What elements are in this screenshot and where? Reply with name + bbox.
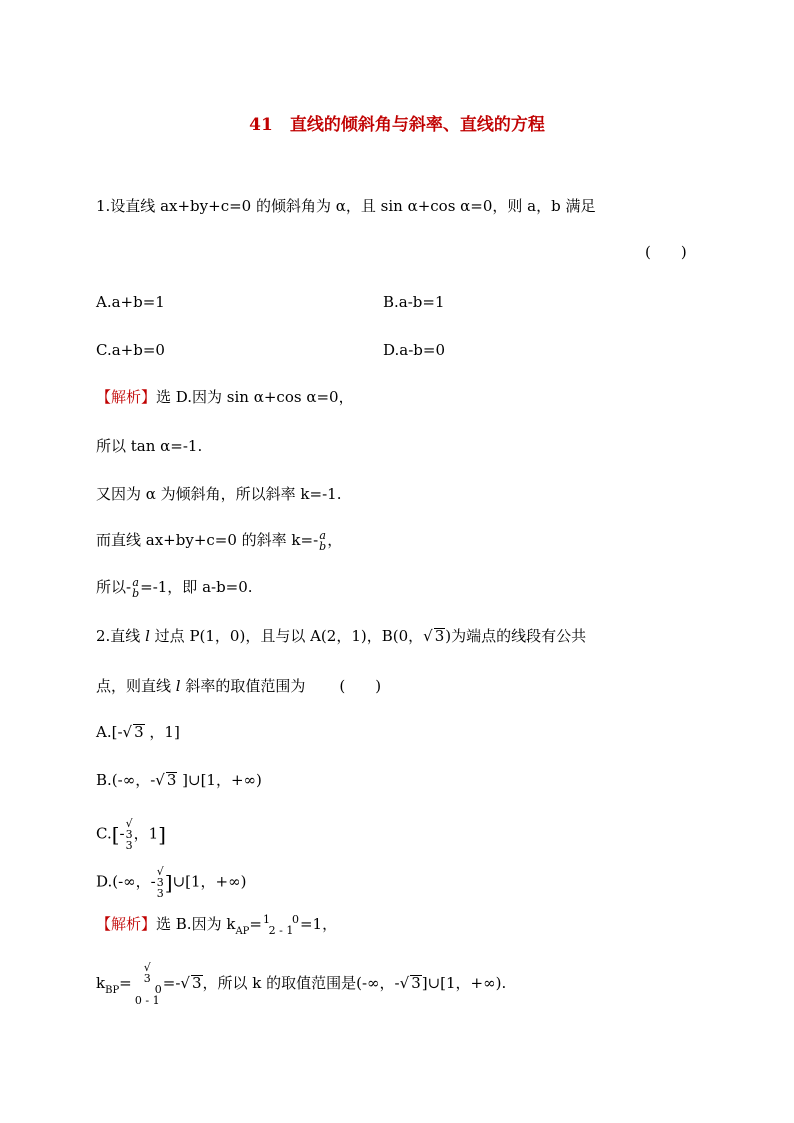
q1-solution-line-1 (96, 387, 354, 407)
q1-option-d: D.a-b=0 (383, 341, 445, 359)
q2-stem-line-1 (96, 626, 586, 646)
q1-sol4-tail: ， (327, 531, 343, 549)
sqrt-icon: √ (155, 771, 165, 789)
q2-stem-text: 2.直线 (96, 627, 146, 645)
fraction-a-over-b (319, 530, 326, 552)
sqrt-icon: √ (180, 974, 190, 992)
frac-num: 3 (156, 876, 164, 889)
fraction-kbp (133, 962, 162, 1006)
fraction-a-over-b (132, 577, 139, 599)
q1-option-c: C.a+b=0 (96, 341, 165, 359)
q2-stem-text: 点，则直线 (96, 677, 176, 695)
option-text: A.[- (96, 723, 123, 741)
q2-option-d (96, 866, 246, 899)
option-text: D. (96, 872, 113, 891)
sqrt-icon: √ (122, 723, 133, 741)
q2-sol1-text: =1， (299, 915, 338, 933)
q2-solution-tag: 【解析】 (96, 915, 157, 933)
sqrt-icon: √ (125, 817, 133, 830)
q1-stem: 1.设直线 ax+by+c=0 的倾斜角为 α，且 sin α+cos α=0，则 a，b 满足 (96, 197, 596, 215)
frac-num-tail: 0 (132, 983, 162, 996)
frac-num: 3 (143, 972, 151, 985)
q2-stem-text: 过点 P(1，0)，且与以 A(2，1)，B(0， (149, 627, 424, 645)
q1-sol1-text: 选 D.因为 sin α+cos α=0， (156, 388, 354, 406)
option-text: (-∞，- (112, 872, 156, 891)
right-bracket-icon: ] (164, 870, 173, 895)
frac-den: 0 - 1 (134, 994, 160, 1007)
option-text: C. (96, 824, 112, 843)
q1-solution-line-3: 又因为 α 为倾斜角，所以斜率 k=-1. (96, 485, 342, 503)
q2-line-l: l (145, 627, 150, 645)
q2-sol2-text: =- (162, 974, 181, 992)
q1-sol5-head: 所以- (96, 578, 132, 596)
q2-solution-line-2 (96, 962, 506, 1006)
q2-sol2-text: ，所以 k 的取值范围是(-∞，- (202, 974, 400, 992)
option-text: ∪[1，+∞) (172, 872, 247, 891)
q2-stem-text: 斜率的取值范围为 (180, 677, 306, 695)
q2-option-c: C.[- √ 3 3 ，1] (96, 817, 166, 852)
q1-answer-paren: ( ) (645, 243, 687, 261)
frac-num: a (132, 576, 139, 589)
left-bracket-icon: [ (111, 822, 120, 847)
right-bracket-icon: ] (158, 822, 166, 847)
option-text: ]∪[1，+∞) (177, 771, 262, 789)
q2-solution-line-1 (96, 914, 337, 937)
q2-sol2-k: k (96, 974, 106, 992)
frac-num: a (319, 529, 326, 542)
q2-stem-line-2 (96, 676, 381, 696)
q2-stem-text: )为端点的线段有公共 (445, 627, 587, 645)
subscript-bp: BP (105, 985, 120, 996)
page-title: 41 直线的倾斜角与斜率、直线的方程 (249, 115, 545, 135)
frac-num: 3 (125, 828, 133, 841)
q1-option-a: A.a+b=1 (96, 293, 165, 311)
sqrt-radicand: 3 (166, 771, 177, 789)
q2-line-l: l (175, 677, 181, 695)
frac-den: 3 (156, 887, 164, 900)
q1-solution-line-5 (96, 577, 253, 599)
sqrt-radicand: 3 (434, 627, 445, 645)
fraction-kap (263, 914, 299, 936)
q2-sol1-text: = (249, 915, 262, 933)
option-text: ，1 (133, 824, 159, 843)
fraction-sqrt3-over-3 (157, 866, 164, 899)
q1-solution-line-4 (96, 530, 342, 552)
frac-den: 3 (125, 839, 133, 852)
sqrt-radicand: 3 (191, 974, 202, 992)
q1-solution-line-2: 所以 tan α=-1. (96, 437, 203, 455)
q1-sol4-text: 而直线 ax+by+c=0 的斜率 k=- (96, 531, 319, 549)
sqrt-icon: √ (423, 627, 433, 645)
frac-den: b (132, 587, 140, 600)
q2-sol2-text: = (119, 974, 132, 992)
fraction-sqrt3-over-3 (126, 818, 133, 851)
sqrt-icon: √ (156, 865, 164, 878)
q2-sol1-text: 选 B.因为 k (156, 915, 236, 933)
q2-answer-paren: ( ) (339, 677, 382, 695)
q2-sol2-text: ]∪[1，+∞). (421, 974, 507, 992)
q2-option-a (96, 722, 180, 742)
sqrt-radicand: 3 (134, 723, 144, 741)
q2-option-b (96, 770, 262, 790)
sqrt-icon: √ (399, 974, 410, 992)
sqrt-radicand: 3 (411, 974, 421, 992)
frac-den: b (319, 540, 327, 553)
sqrt-icon: √ (143, 961, 151, 974)
q1-solution-tag: 【解析】 (96, 388, 157, 406)
q1-option-b: B.a-b=1 (383, 293, 445, 311)
frac-num: 1 0 (262, 913, 299, 926)
frac-den: 2 - 1 (268, 924, 294, 937)
option-text: B.(-∞，- (96, 771, 156, 789)
subscript-ap: AP (235, 926, 250, 937)
q1-sol5-tail: =-1，即 a-b=0. (140, 578, 253, 596)
option-text: ，1] (144, 723, 180, 741)
